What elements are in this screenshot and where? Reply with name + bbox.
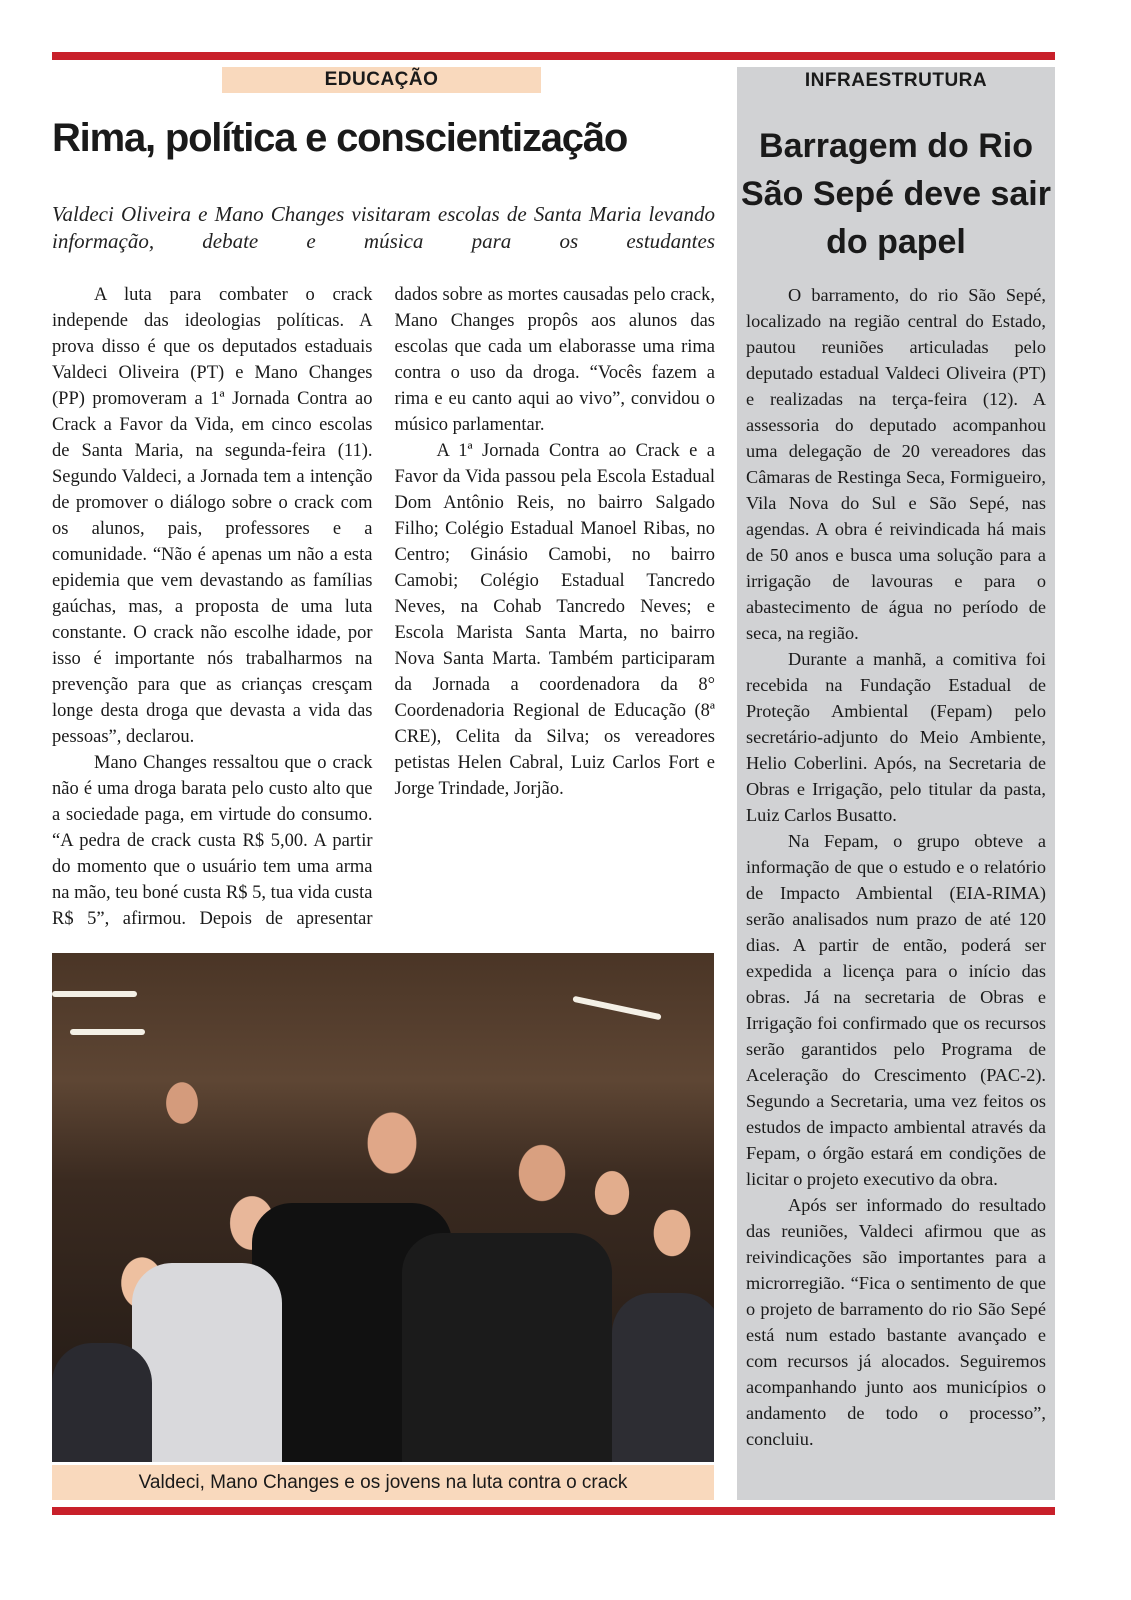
section-tag-education: EDUCAÇÃO — [222, 67, 541, 93]
man-figure — [402, 1233, 612, 1462]
section-tag-infrastructure: INFRAESTRUTURA — [804, 70, 988, 91]
ceiling-light — [572, 996, 661, 1021]
ceiling-light — [52, 991, 137, 997]
paragraph: Após ser informado do resultado das reuniões, Valdeci afirmou que as reivindicações são importantes para a microrregião. “Fica o sentimento de que o projeto de barramento do rio São Sepé está num estado bastante avançado e com recursos já alocados. Seguiremos acompanhando junto aos municípios o andamento de todo o processo”, concluiu. — [746, 1195, 1046, 1449]
paragraph: A luta para combater o crack independe das ideologias políticas. A prova disso é que os deputados estaduais Valdeci Oliveira (PT) e Mano Changes (PP) promoveram a 1ª Jornada Contra ao Crack a Favor da Vida, em cinco escolas de Santa Maria, na segunda-feira (11). Segundo Valdeci, a Jornada tem a intenção de promover o diálogo sobre o crack com os alunos, pais, professores e a comunidade. “Não é apenas um não a esta epidemia que vem devastando as famílias gaúchas, mas, a proposta de uma luta constante. O crack não escolhe idade, por isso é importante nós trabalharmos na prevenção para que as crianças cresçam longe desta droga que devasta a vida das pessoas”, declarou. — [52, 285, 373, 747]
main-headline: Rima, política e conscientização — [52, 116, 628, 160]
paragraph: A 1ª Jornada Contra ao Crack e a Favor da Vida passou pela Escola Estadual Dom Antônio Reis, no bairro Salgado Filho; Colégio Estadual Manoel Ribas, no Centro; Ginásio Camobi, no bairro Camobi; Colégio Estadual Tancredo Neves, na Cohab Tancredo Neves; e Escola Marista Santa Marta, no bairro Nova Santa Marta. Também participaram da Jornada a coordenadora da 8° Coordenadoria Regional de Educação (8ª CRE), Celita da Silva; os vereadores petistas Helen Cabral, Luiz Carlos Fort e Jorge Trindade, Jorjão. — [394, 441, 715, 799]
boy-figure — [612, 1293, 714, 1462]
paragraph: O barramento, do rio São Sepé, localizado na região central do Estado, pautou reuniões articuladas pelo deputado estadual Valdeci Oliveira (PT) e realizadas na terça-feira (12). A assessoria do deputado acompanhou uma delegação de 20 vereadores das Câmaras de Restinga Seca, Formigueiro, Vila Nova do Sul e São Sepé, nas agendas. A obra é reivindicada há mais de 50 anos e busca uma solução para a irrigação de lavouras e para o abastecimento de água no período de seca, na região. — [746, 285, 1046, 643]
main-subtitle: Valdeci Oliveira e Mano Changes visitaram escolas de Santa Maria levando informação, debate e música para os estudantes — [52, 202, 715, 253]
sidebar-headline: Barragem do Rio São Sepé deve sair do papel — [741, 127, 1051, 261]
sidebar-article-body — [746, 282, 1046, 1452]
boy-figure — [52, 1343, 152, 1462]
article-photo — [52, 953, 714, 1462]
ceiling-light — [70, 1029, 145, 1035]
top-red-rule — [52, 52, 1055, 60]
paragraph: Durante a manhã, a comitiva foi recebida na Fundação Estadual de Proteção Ambiental (Fepam) pelo secretário-adjunto do Meio Ambiente, Helio Coberlini. Após, na Secretaria de Obras e Irrigação, pelo titular da pasta, Luiz Carlos Busatto. — [746, 649, 1046, 825]
photo-caption: Valdeci, Mano Changes e os jovens na luta contra o crack — [52, 1465, 714, 1500]
bottom-red-rule — [52, 1507, 1055, 1515]
paragraph: Mano Changes ressaltou que o crack não é uma droga barata pelo custo alto que a sociedade paga, em virtude do consumo. “A pedra de crack custa R$ 5,00. A partir do momento que o usuário tem uma arma na mão, teu boné custa R$ 5, tua vida custa R$ 5”, afirmou. Depois de apresentar dados sobre as mortes causadas pelo crack, Mano Changes propôs aos alunos das escolas que cada um elaborasse uma rima contra o uso da droga. “Vocês fazem a rima e eu canto aqui ao vivo”, convidou o músico parlamentar. — [52, 285, 715, 929]
main-article-body — [52, 282, 715, 942]
girl-figure — [132, 1263, 282, 1462]
paragraph: Na Fepam, o grupo obteve a informação de que o estudo e o relatório de Impacto Ambiental (EIA-RIMA) serão analisados num prazo de até 120 dias. A partir de então, poderá ser expedida a licença para o início das obras. Já na secretaria de Obras e Irrigação foi confirmado que os recursos serão garantidos pelo Programa de Aceleração do Crescimento (PAC-2). Segundo a Secretaria, uma vez feitos os estudos de impacto ambiental através da Fepam, o órgão estará em condições de licitar o projeto executivo da obra. — [746, 831, 1046, 1189]
